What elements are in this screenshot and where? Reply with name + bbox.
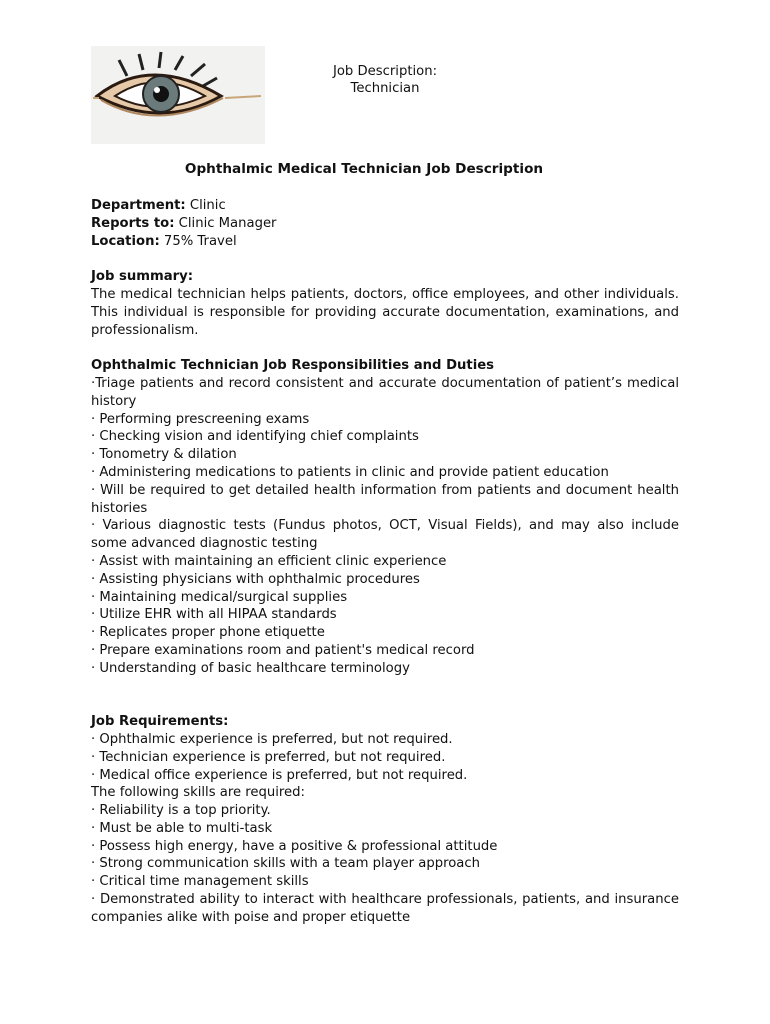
location-value: 75% Travel	[159, 233, 237, 249]
list-item: · Replicates proper phone etiquette	[91, 625, 325, 641]
list-item: ·Triage patients and record consistent and accurate documentation of patient’s medical history	[91, 375, 679, 409]
skills-intro: The following skills are required:	[91, 785, 305, 801]
document-body	[91, 197, 679, 927]
list-item: · Assisting physicians with ophthalmic procedures	[91, 571, 420, 587]
department-value: Clinic	[185, 198, 226, 213]
list-item: · Various diagnostic tests (Fundus photos, OCT, Visual Fields), and may also include some advanced diagnostic testing	[91, 518, 679, 552]
eye-icon	[91, 46, 265, 144]
summary-text: The medical technician helps patients, doctors, office employees, and other individuals. This individual is responsible for providing accurate documentation, examinations, and professionalism.	[91, 286, 679, 338]
list-item: · Maintaining medical/surgical supplies	[91, 589, 348, 605]
requirements-heading: Job Requirements:	[91, 714, 229, 730]
responsibilities-heading: Ophthalmic Technician Job Responsibilities and Duties	[91, 358, 495, 374]
reports-to-label: Reports to:	[91, 215, 175, 231]
header-line-1: Job Description:	[332, 64, 438, 79]
list-item: · Checking vision and identifying chief complaints	[91, 429, 419, 445]
location-label: Location:	[91, 233, 160, 249]
skills-list	[91, 802, 679, 927]
list-item: · Administering medications to patients in clinic and provide patient education	[91, 464, 609, 480]
header-line-2: Technician	[350, 81, 420, 96]
list-item: · Critical time management skills	[91, 874, 309, 890]
list-item: · Utilize EHR with all HIPAA standards	[91, 607, 337, 623]
department-line	[91, 197, 679, 215]
list-item: · Demonstrated ability to interact with healthcare professionals, patients, and insurance companies alike with poise and proper etiquette	[91, 892, 679, 925]
list-item: · Understanding of basic healthcare terminology	[91, 660, 410, 676]
list-item: · Technician experience is preferred, but not required.	[91, 749, 446, 765]
location-line	[91, 233, 679, 251]
document-header	[300, 63, 470, 97]
list-item: · Will be required to get detailed health information from patients and document health histories	[91, 482, 679, 516]
list-item: · Performing prescreening exams	[91, 411, 310, 427]
list-item: · Ophthalmic experience is preferred, but not required.	[91, 731, 453, 747]
requirements-list	[91, 731, 679, 784]
list-item: · Assist with maintaining an efficient clinic experience	[91, 553, 447, 569]
department-label: Department:	[91, 198, 186, 213]
list-item: · Prepare examinations room and patient's medical record	[91, 642, 475, 658]
list-item: · Reliability is a top priority.	[91, 803, 271, 819]
document-title: Ophthalmic Medical Technician Job Description	[184, 161, 544, 177]
list-item: · Medical office experience is preferred, but not required.	[91, 767, 468, 783]
responsibilities-list	[91, 375, 679, 678]
reports-to-line	[91, 215, 679, 233]
eye-logo-image	[91, 46, 265, 144]
summary-heading: Job summary:	[91, 269, 193, 285]
reports-to-value: Clinic Manager	[174, 215, 277, 231]
list-item: · Strong communication skills with a team player approach	[91, 856, 480, 872]
list-item: · Possess high energy, have a positive & professional attitude	[91, 838, 498, 854]
list-item: · Tonometry & dilation	[91, 447, 237, 463]
list-item: · Must be able to multi-task	[91, 820, 273, 836]
